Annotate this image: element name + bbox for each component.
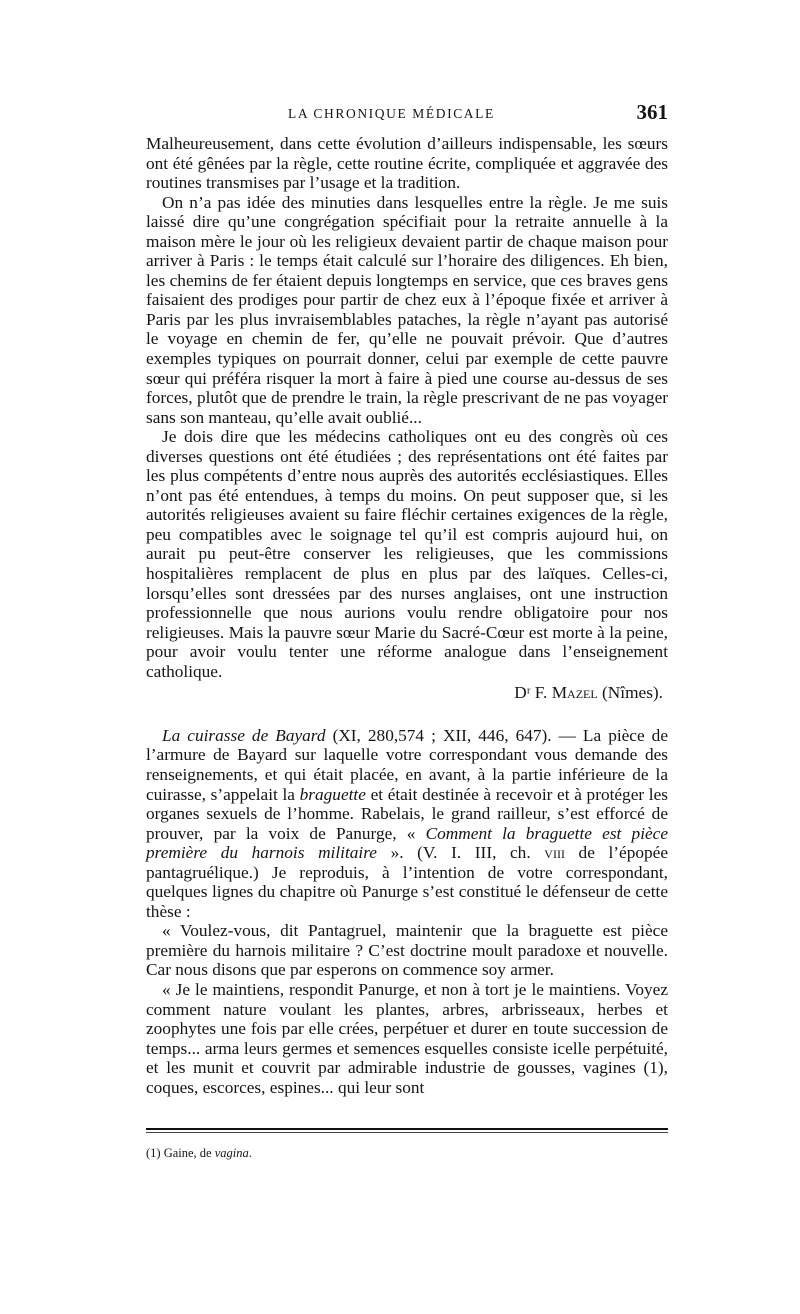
running-title: LA CHRONIQUE MÉDICALE [288, 106, 495, 121]
article-text: et était destinée à recevoir et à protéger les organes sexuels de l’homme. Rabelais, le grand railleur, s’est efforcé de prouver, par la voix de Panurge, « [146, 784, 668, 843]
article-text: de l’épopée pantagruélique.) Je reproduis, à l’intention de votre correspondant, quelques lignes du chapitre où Panurge s’est constitué le défenseur de cette thèse : [146, 843, 668, 921]
article-text: — La pièce de l’armure de Bayard sur laquelle votre correspondant vous demande des renseignements, et qui était placée, en avant, à la partie inférieure de la cuirasse, s’appelait la [146, 725, 668, 804]
footnote-marker: (1) [146, 1146, 161, 1160]
footnote [146, 1146, 252, 1161]
footnote-end: . [248, 1146, 252, 1160]
section-gap [146, 703, 668, 726]
quote-text: « Je le maintiens, respondit Panurge, et non à tort je le maintiens. Voyez comment nature voulant les plantes, arbres, arbrisseaux, herbes et zoophytes une fois par elle crées, perpétuer et durer en toute succession de temps... arma leurs germes et semences esquelles consiste icelle perpétuité, et les munit et couvrit par admirable industrie de gousses, vagines [146, 979, 668, 1078]
footnote-text: Gaine, de [163, 1146, 215, 1160]
signature-title: Dʳ F. [514, 683, 548, 703]
footnote-italic: vagina [214, 1146, 249, 1160]
paragraph: On n’a pas idée des minuties dans lesquelles entre la règle. Je me suis laissé dire qu’une congrégation spécifiait pour la retraite annuelle à la maison mère le jour où les religieux devaient partir de chaque maison pour arriver à Paris : le temps était calculé sur l’horaire des diligences. Eh bien, les chemins de fer étaient depuis longtemps en service, que ces braves gens faisaient des prodiges pour partir de chez eux à l’époque fixée et arriver à Paris par les plus invraisemblables pataches, la règle n’ayant pas autorisé le voyage en chemin de fer, qu’elle ne pouvait prévoir. Que d’autres exemples typiques on pourrait donner, celui par exemple de cette pauvre sœur qui préféra risquer la mort à faire à pied une course au-dessus de ses forces, plutôt que de prendre le train, la règle prescrivant de ne pas voyager sans son manteau, qu’elle avait oublié... [146, 192, 668, 427]
body-text [146, 134, 668, 1097]
article-title: La cuirasse de Bayard [162, 725, 326, 745]
chapter-number: viii [544, 843, 565, 863]
quote-paragraph: « Voulez-vous, dit Pantagruel, maintenir que la braguette est pièce première du harnois militaire ? C’est doctrine moult paradoxe et nouvelle. Car nous disons que par esperons on commence soy armer. [146, 921, 668, 980]
rabelais-quote: Comment la braguette est pièce première du harnois militaire [146, 823, 669, 863]
article-text: ». (V. I. III, ch. [376, 843, 545, 863]
article-ref: (XI, 280,574 ; XII, 446, 647). [332, 725, 552, 745]
quote-paragraph [146, 980, 668, 1097]
footnote-rule-thin [146, 1132, 668, 1133]
article-paragraph [146, 726, 668, 921]
paragraph: Malheureusement, dans cette évolution d’ailleurs indispensable, les sœurs ont été gênées par la règle, cette routine écrite, compliquée et aggravée des routines transmises par l’usage et la tradition. [146, 134, 668, 193]
braguette-term: braguette [299, 784, 366, 804]
signature-name: Mazel [551, 683, 598, 703]
page-number: 361 [636, 100, 668, 124]
quote-text: , coques, escorces, espines... qui leur sont [146, 1058, 668, 1097]
paragraph: Je dois dire que les médecins catholiques ont eu des congrès où ces diverses questions ont été étudiées ; des représentations ont été faites par les plus compétents d’entre nous auprès des autorités ecclésiastiques. Elles n’ont pas été entendues, à temps du moins. On peut supposer que, si les autorités religieuses avaient su faire fléchir certaines exigences de la règle, peu compatibles avec le soignage tel qu’il est compris aujourd hui, on aurait pu peut-être conserver les religieuses, que les commissions hospitalières remplacent de plus en plus par des laïques. Celles-ci, lorsqu’elles sont dressées par des nurses anglaises, ont une instruction professionnelle que nous aurions voulu rendre obligatoire pour nos religieuses. Mais la pauvre sœur Marie du Sacré-Cœur est morte à la peine, pour avoir voulu tenter une réforme analogue dans l’enseignement catholique. [146, 427, 668, 681]
footnote-ref: (1) [643, 1058, 664, 1078]
signature [146, 683, 668, 703]
footnote-rule [146, 1128, 668, 1130]
signature-place: (Nîmes). [602, 683, 663, 703]
page-header [146, 100, 668, 126]
